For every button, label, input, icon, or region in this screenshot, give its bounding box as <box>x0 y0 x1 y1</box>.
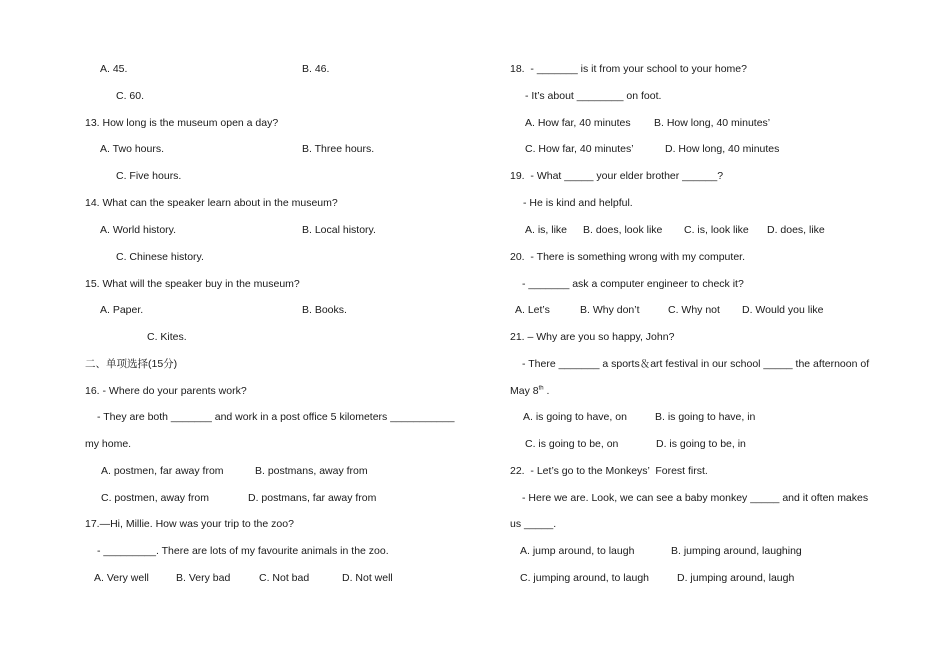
q21-option-d: D. is going to be, in <box>656 438 746 450</box>
q18-line-2: - It’s about ________ on foot. <box>525 90 662 102</box>
q18-option-d: D. How long, 40 minutes <box>665 143 780 155</box>
q18-option-a: A. How far, 40 minutes <box>525 117 631 129</box>
q21-date-superscript: th <box>538 385 544 392</box>
q21-date-end: . <box>543 385 550 397</box>
section-heading: 二、单项选择(15分) <box>85 358 178 370</box>
q15-option-c: C. Kites. <box>147 331 187 343</box>
q12-option-c: C. 60. <box>116 90 145 102</box>
q16-option-b: B. postmans, away from <box>255 465 368 477</box>
q22-line-3: us _____. <box>510 518 557 530</box>
q17-question: 17.—Hi, Millie. How was your trip to the zoo? <box>85 518 294 530</box>
q13-question: 13. How long is the museum open a day? <box>85 117 279 129</box>
q18-question: 18. - _______ is it from your school to your home? <box>510 63 747 75</box>
q21-question: 21. – Why are you so happy, John? <box>510 331 675 343</box>
q19-question: 19. - What _____ your elder brother ______? <box>510 170 724 182</box>
q22-question: 22. - Let’s go to the Monkeys’ Forest first. <box>510 465 708 477</box>
q20-line-2: - _______ ask a computer engineer to check it? <box>522 278 744 290</box>
q13-option-c: C. Five hours. <box>116 170 182 182</box>
q21-option-c: C. is going to be, on <box>525 438 619 450</box>
q17-option-b: B. Very bad <box>176 572 231 584</box>
q15-option-b: B. Books. <box>302 304 347 316</box>
q16-option-d: D. postmans, far away from <box>248 492 377 504</box>
q22-option-a: A. jump around, to laugh <box>520 545 635 557</box>
q12-option-b: B. 46. <box>302 63 330 75</box>
q20-option-b: B. Why don’t <box>580 304 640 316</box>
q15-option-a: A. Paper. <box>100 304 144 316</box>
q15-question: 15. What will the speaker buy in the museum? <box>85 278 300 290</box>
q19-option-c: C. is, look like <box>684 224 749 236</box>
q20-option-c: C. Why not <box>668 304 720 316</box>
q12-option-a: A. 45. <box>100 63 128 75</box>
q22-option-b: B. jumping around, laughing <box>671 545 802 557</box>
q18-option-c: C. How far, 40 minutes’ <box>525 143 634 155</box>
q21-option-b: B. is going to have, in <box>655 411 756 423</box>
q14-option-b: B. Local history. <box>302 224 376 236</box>
q20-option-d: D. Would you like <box>742 304 824 316</box>
q17-option-c: C. Not bad <box>259 572 310 584</box>
q17-option-d: D. Not well <box>342 572 393 584</box>
q13-option-a: A. Two hours. <box>100 143 165 155</box>
q20-option-a: A. Let’s <box>515 304 550 316</box>
q17-line-2: - _________. There are lots of my favourite animals in the zoo. <box>97 545 389 557</box>
q21-line-3 <box>510 384 549 398</box>
q16-option-a: A. postmen, far away from <box>101 465 224 477</box>
q22-line-2: - Here we are. Look, we can see a baby monkey _____ and it often makes <box>522 492 869 504</box>
q22-option-c: C. jumping around, to laugh <box>520 572 649 584</box>
q19-line-2: - He is kind and helpful. <box>523 197 633 209</box>
q18-option-b: B. How long, 40 minutes’ <box>654 117 771 129</box>
q16-option-c: C. postmen, away from <box>101 492 209 504</box>
q16-question: 16. - Where do your parents work? <box>85 385 247 397</box>
q21-option-a: A. is going to have, on <box>523 411 627 423</box>
q16-line-2: - They are both _______ and work in a post office 5 kilometers ___________ <box>97 411 455 423</box>
q16-line-3: my home. <box>85 438 132 450</box>
q21-date-text: May 8 <box>510 385 539 397</box>
q14-option-a: A. World history. <box>100 224 177 236</box>
q19-option-a: A. is, like <box>525 224 568 236</box>
q17-option-a: A. Very well <box>94 572 149 584</box>
q14-option-c: C. Chinese history. <box>116 251 204 263</box>
q19-option-b: B. does, look like <box>583 224 663 236</box>
q21-line-2: - There _______ a sports＆art festival in our school _____ the afternoon of <box>522 358 870 370</box>
q22-option-d: D. jumping around, laugh <box>677 572 795 584</box>
q13-option-b: B. Three hours. <box>302 143 375 155</box>
q14-question: 14. What can the speaker learn about in the museum? <box>85 197 338 209</box>
q19-option-d: D. does, like <box>767 224 825 236</box>
q20-question: 20. - There is something wrong with my computer. <box>510 251 745 263</box>
